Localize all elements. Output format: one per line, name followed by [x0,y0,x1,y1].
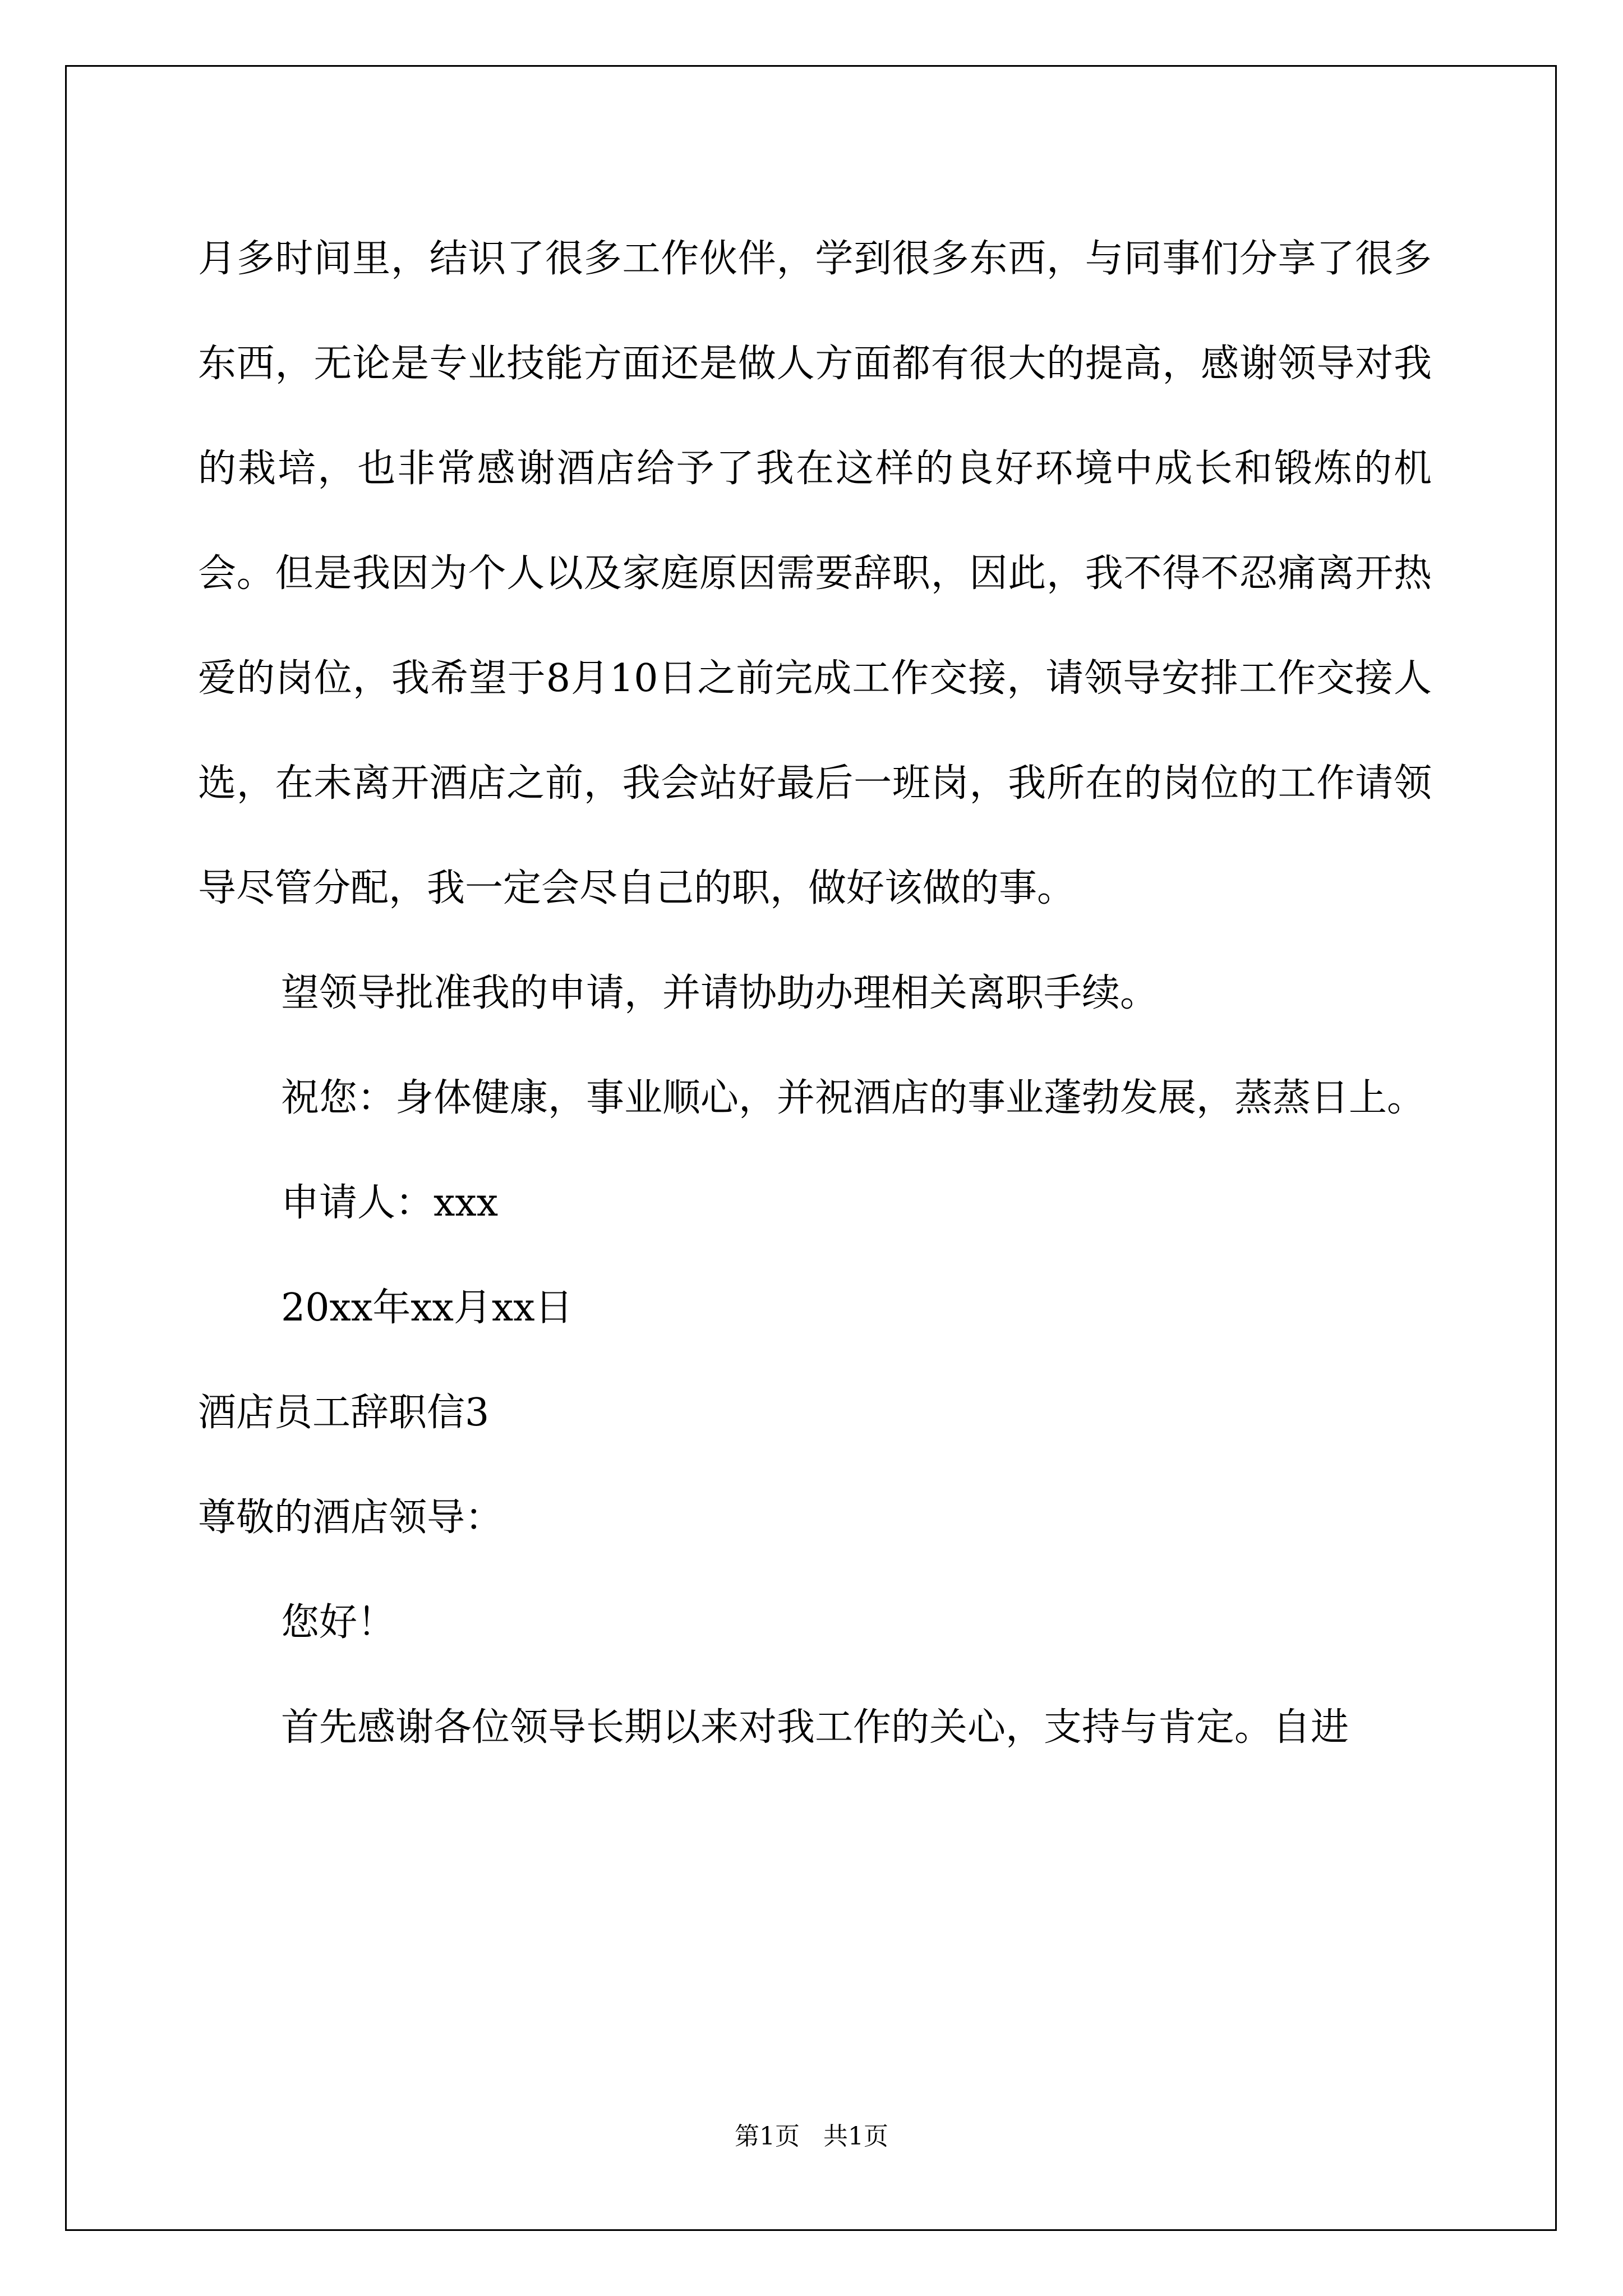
paragraph-request-approval: 望领导批准我的申请，并请协助办理相关离职手续。 [281,971,1159,1015]
salutation: 尊敬的酒店领导： [198,1496,504,1540]
page-number-footer: 第1页 共1页 [735,2122,888,2151]
paragraph-body-continuation: 月多时间里，结识了很多工作伙伴，学到很多东西，与同事们分享了很多东西，无论是专业技能方面还是做人方面都有很大的提高，感谢领导对我的栽培，也非常感谢酒店给予了我在这样的良好环境中成长和锻炼的机会。但是我因为个人以及家庭原因需要辞职，因此，我不得不忍痛离开热爱的岗位，我希望于8月10日之前完成工作交接，请领导安排工作交接人选，在未离开酒店之前，我会站好最后一班岗，我所在的岗位的工作请领导尽管分配，我一定会尽自己的职，做好该做的事。 [198,237,1432,910]
signature-date: 20xx年xx月xx日 [281,1286,573,1330]
document-body [198,206,1432,1780]
section-title: 酒店员工辞职信3 [198,1391,490,1435]
applicant-signature: 申请人：xxx [281,1181,499,1225]
paragraph-opening: 首先感谢各位领导长期以来对我工作的关心，支持与肯定。自进 [281,1705,1349,1750]
paragraph-wishes: 祝您：身体健康，事业顺心，并祝酒店的事业蓬勃发展，蒸蒸日上。 [281,1076,1426,1120]
greeting: 您好！ [281,1600,396,1645]
